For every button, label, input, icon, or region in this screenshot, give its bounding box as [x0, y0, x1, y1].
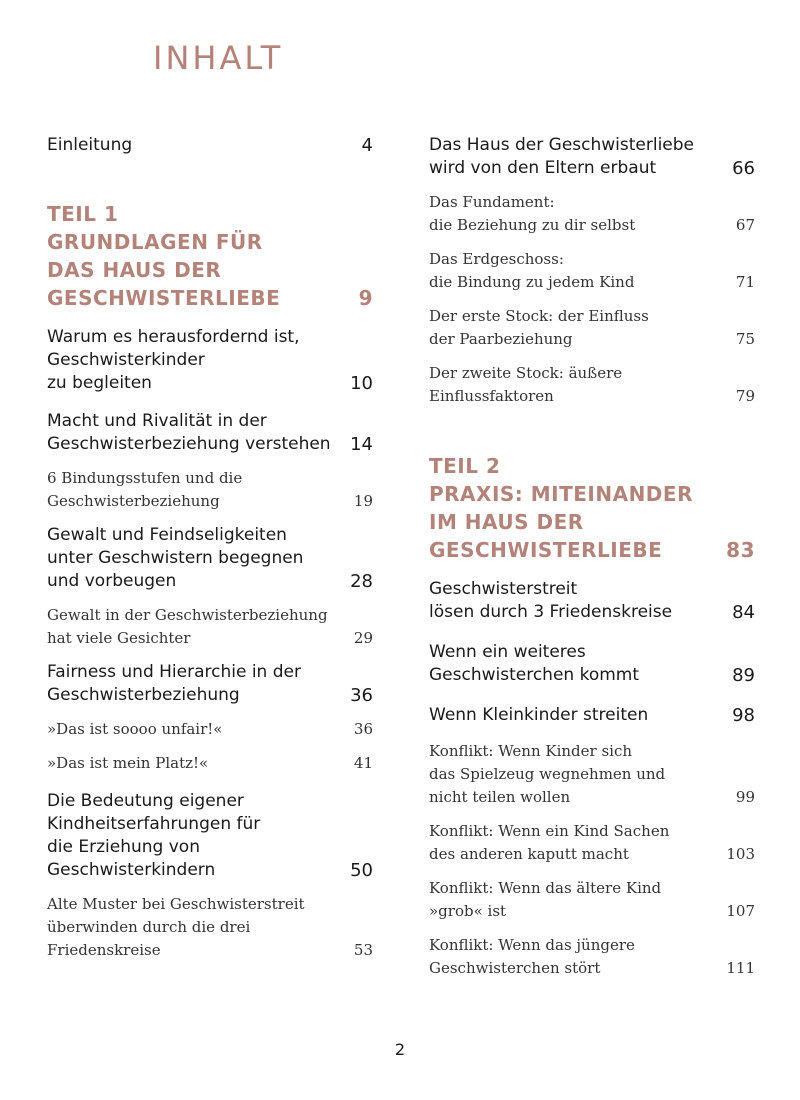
toc-subentry [429, 820, 755, 866]
toc-entry [429, 134, 755, 180]
toc-subentry-title: Konflikt: Wenn ein Kind Sachen des anderen kaputt macht [429, 822, 670, 863]
toc-subentry-page: 67 [735, 216, 755, 234]
toc-right-column [429, 134, 755, 980]
toc-entry-title: Geschwisterstreit lösen durch 3 Friedenskreise [429, 579, 673, 622]
toc-entry-page: 50 [350, 860, 373, 881]
toc-subentry-page: 99 [735, 788, 755, 806]
toc-entry [47, 661, 373, 707]
toc-left-column [47, 134, 373, 962]
toc-subentry [429, 305, 755, 351]
toc-entry-title: Einleitung [47, 135, 133, 155]
toc-subentry-title: Der erste Stock: der Einfluss der Paarbeziehung [429, 307, 649, 348]
toc-entry [47, 790, 373, 882]
toc-entry [429, 578, 755, 624]
toc-subentry-title: Konflikt: Wenn Kinder sich das Spielzeug wegnehmen und nicht teilen wollen [429, 742, 666, 806]
toc-entry-page: 66 [732, 158, 755, 179]
toc-subentry-title: Der zweite Stock: äußere Einflussfaktoren [429, 364, 623, 405]
toc-subentry [47, 718, 373, 741]
toc-subentry-title: Konflikt: Wenn das jüngere Geschwisterchen stört [429, 936, 635, 977]
toc-subentry [429, 191, 755, 237]
toc-part-page: 9 [358, 286, 373, 310]
toc-entry-title: Warum es herausfordernd ist, Geschwisterkinder zu begleiten [47, 327, 300, 393]
toc-subentry-page: 41 [353, 754, 373, 772]
toc-entry-title: Die Bedeutung eigener Kindheitserfahrungen für die Erziehung von Geschwisterkindern [47, 791, 261, 880]
toc-subentry-page: 103 [726, 845, 755, 863]
page-number: 2 [394, 1040, 406, 1059]
toc-entry-page: 4 [361, 135, 373, 156]
toc-part-title: TEIL 2 PRAXIS: MITEINANDER IM HAUS DER GESCHWISTERLIEBE [429, 454, 693, 562]
toc-entry [47, 134, 373, 157]
toc-subentry-page: 36 [353, 720, 373, 738]
toc-entry-page: 36 [350, 685, 373, 706]
toc-entry-title: Gewalt und Feindseligkeiten unter Geschwistern begegnen und vorbeugen [47, 525, 304, 591]
toc-entry-page: 84 [732, 602, 755, 623]
toc-subentry-page: 19 [353, 492, 373, 510]
toc-subentry-page: 111 [726, 959, 755, 977]
toc-subentry-page: 71 [735, 273, 755, 291]
toc-subentry-title: »Das ist soooo unfair!« [47, 720, 223, 738]
toc-subentry-title: Das Fundament: die Beziehung zu dir selbst [429, 193, 636, 234]
toc-subentry-page: 107 [726, 902, 755, 920]
toc-part-title: TEIL 1 GRUNDLAGEN FÜR DAS HAUS DER GESCHWISTERLIEBE [47, 202, 281, 310]
toc-part-heading [429, 452, 755, 564]
toc-subentry [47, 467, 373, 513]
toc-entry-title: Wenn ein weiteres Geschwisterchen kommt [429, 642, 640, 685]
toc-subentry [429, 740, 755, 809]
toc-subentry-title: »Das ist mein Platz!« [47, 754, 209, 772]
toc-subentry [429, 877, 755, 923]
toc-entry-title: Fairness und Hierarchie in der Geschwisterbeziehung [47, 662, 301, 705]
toc-entry [429, 641, 755, 687]
toc-subentry-page: 79 [735, 387, 755, 405]
toc-part-page: 83 [726, 538, 755, 562]
toc-subentry-title: Das Erdgeschoss: die Bindung zu jedem Kind [429, 250, 635, 291]
toc-subentry-title: Alte Muster bei Geschwisterstreit überwinden durch die drei Friedenskreise [47, 895, 305, 959]
toc-subentry-page: 75 [735, 330, 755, 348]
toc-subentry-title: Gewalt in der Geschwisterbeziehung hat viele Gesichter [47, 606, 328, 647]
toc-entry-title: Das Haus der Geschwisterliebe wird von den Eltern erbaut [429, 135, 695, 178]
toc-entry-page: 28 [350, 571, 373, 592]
toc-entry [47, 410, 373, 456]
toc-entry [429, 704, 755, 727]
toc-subentry [47, 752, 373, 775]
toc-entry [47, 326, 373, 395]
toc-entry-title: Macht und Rivalität in der Geschwisterbeziehung verstehen [47, 411, 331, 454]
toc-subentry-page: 29 [353, 629, 373, 647]
toc-part-heading [47, 200, 373, 312]
toc-entry-page: 89 [732, 665, 755, 686]
toc-entry [47, 524, 373, 593]
toc-subentry [47, 604, 373, 650]
page-title: INHALT [153, 39, 284, 77]
toc-subentry [429, 934, 755, 980]
toc-subentry-title: Konflikt: Wenn das ältere Kind »grob« ist [429, 879, 662, 920]
toc-subentry-title: 6 Bindungsstufen und die Geschwisterbeziehung [47, 469, 243, 510]
toc-subentry [429, 362, 755, 408]
toc-entry-title: Wenn Kleinkinder streiten [429, 705, 649, 725]
toc-entry-page: 98 [732, 705, 755, 726]
toc-subentry-page: 53 [353, 941, 373, 959]
toc-entry-page: 10 [350, 373, 373, 394]
toc-entry-page: 14 [350, 434, 373, 455]
toc-subentry [47, 893, 373, 962]
toc-subentry [429, 248, 755, 294]
